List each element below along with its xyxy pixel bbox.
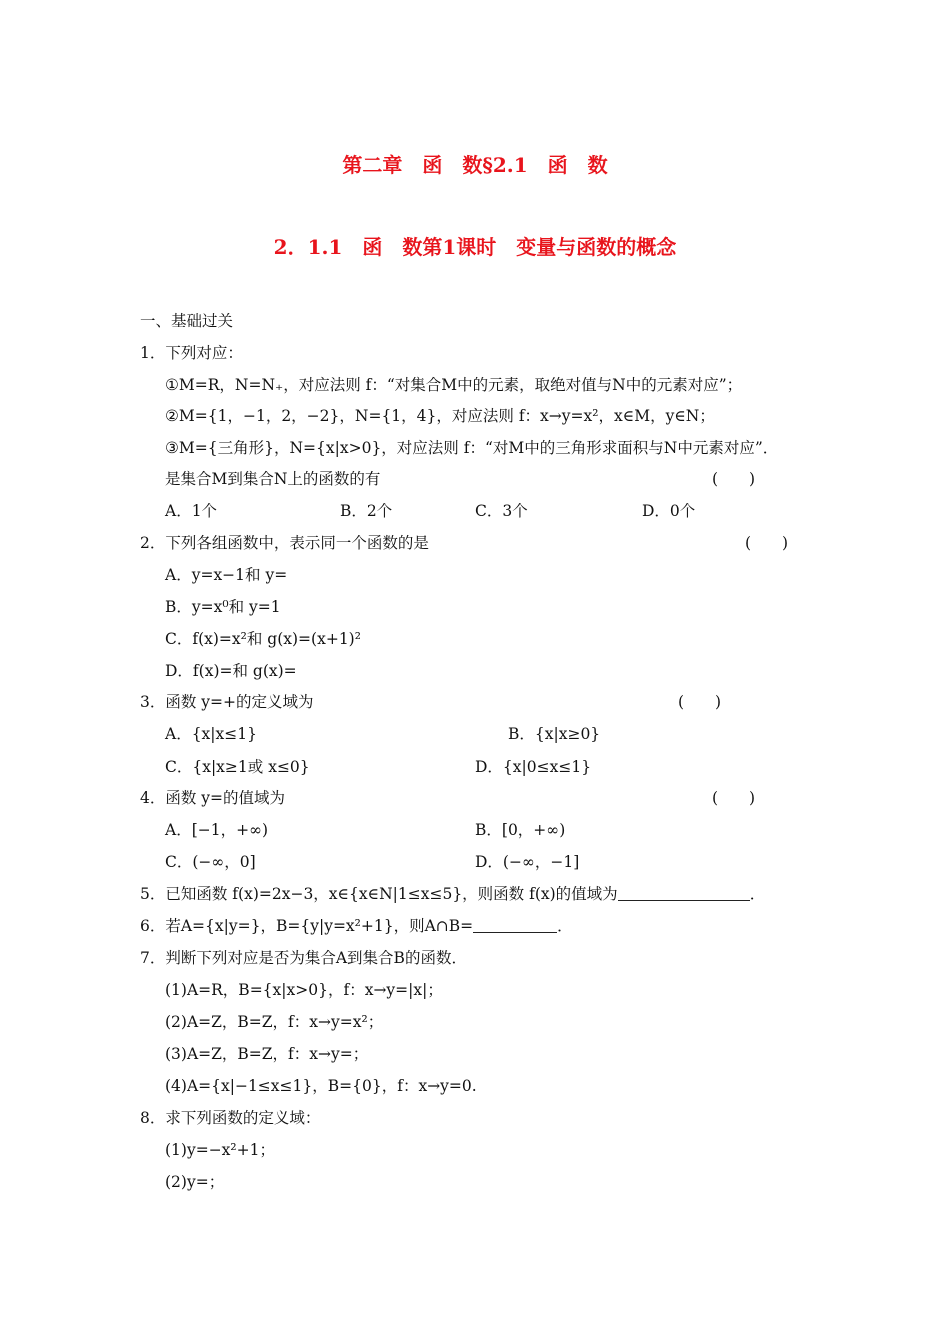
section-heading: 一、基础过关 [140, 312, 234, 330]
q4-option-a: A．[−1，+∞) [165, 821, 269, 839]
q5-line [140, 884, 765, 904]
chapter-title: 第二章 函 数§2.1 函 数 [342, 153, 608, 177]
q1-option-d: D．0个 [642, 502, 696, 520]
q4-answer-paren: ( ) [712, 789, 756, 807]
q1-item-1: ①M=R，N=N₊，对应法则 f：“对集合M中的元素，取绝对值与N中的元素对应”； [165, 376, 743, 394]
q6-stem: 6．若A={x|y=}，B={y|y=x²+1}，则A∩B= [140, 917, 474, 935]
q4-option-c: C．(−∞，0] [165, 853, 256, 871]
q2-answer-paren: ( ) [745, 534, 789, 552]
q1-option-b: B．2个 [340, 502, 393, 520]
q3-option-b: B．{x|x≥0} [508, 725, 601, 743]
q4-option-d: D．(−∞，−1] [475, 853, 580, 871]
q5-end: ． [749, 885, 766, 903]
q2-option-c: C．f(x)=x²和 g(x)=(x+1)² [165, 630, 361, 648]
q1-item-2: ②M={1，−1，2，−2}，N={1，4}，对应法则 f：x→y=x²，x∈M，y∈N； [165, 407, 715, 425]
q7-stem: 7．判断下列对应是否为集合A到集合B的函数． [140, 949, 467, 967]
q7-item-3: (3)A=Z，B=Z，f：x→y=； [165, 1045, 369, 1063]
q1-stem: 1．下列对应： [140, 344, 243, 362]
q1-item-3: ③M={三角形}，N={x|x>0}，对应法则 f：“对M中的三角形求面积与N中元素对应”． [165, 439, 779, 457]
q1-option-c: C．3个 [475, 502, 528, 520]
q2-option-d: D．f(x)=和 g(x)= [165, 662, 297, 680]
q7-item-4: (4)A={x|−1≤x≤1}，B={0}，f：x→y=0. [165, 1077, 477, 1095]
q4-stem: 4．函数 y=的值域为 [140, 789, 286, 807]
q5-answer-blank[interactable] [618, 884, 750, 901]
q3-option-d: D．{x|0≤x≤1} [475, 758, 592, 776]
q2-stem: 2．下列各组函数中，表示同一个函数的是 [140, 534, 429, 552]
q6-line [140, 916, 573, 936]
q1-answer-paren: ( ) [712, 470, 756, 488]
q3-answer-paren: ( ) [678, 693, 722, 711]
q6-answer-blank[interactable] [473, 916, 557, 933]
q2-option-b: B．y=x⁰和 y=1 [165, 598, 281, 616]
q8-stem: 8．求下列函数的定义域： [140, 1109, 321, 1127]
q1-option-a: A．1个 [165, 502, 218, 520]
lesson-title: 2．1.1 函 数第1课时 变量与函数的概念 [273, 235, 677, 259]
q5-stem: 5．已知函数 f(x)=2x−3，x∈{x∈N|1≤x≤5}，则函数 f(x)的值域为 [140, 885, 618, 903]
q2-option-a: A．y=x−1和 y= [165, 566, 288, 584]
q7-item-2: (2)A=Z，B=Z，f：x→y=x²； [165, 1013, 384, 1031]
q8-item-1: (1)y=−x²+1； [165, 1141, 275, 1159]
q7-item-1: (1)A=R，B={x|x>0}，f：x→y=|x|； [165, 981, 443, 999]
q3-stem: 3．函数 y=+的定义域为 [140, 693, 314, 711]
q4-option-b: B．[0，+∞) [475, 821, 566, 839]
q3-option-c: C．{x|x≥1或 x≤0} [165, 758, 310, 776]
q8-item-2: (2)y=； [165, 1173, 225, 1191]
q3-option-a: A．{x|x≤1} [165, 725, 257, 743]
q6-end: ． [557, 917, 573, 935]
q1-ask: 是集合M到集合N上的函数的有 [165, 470, 381, 488]
